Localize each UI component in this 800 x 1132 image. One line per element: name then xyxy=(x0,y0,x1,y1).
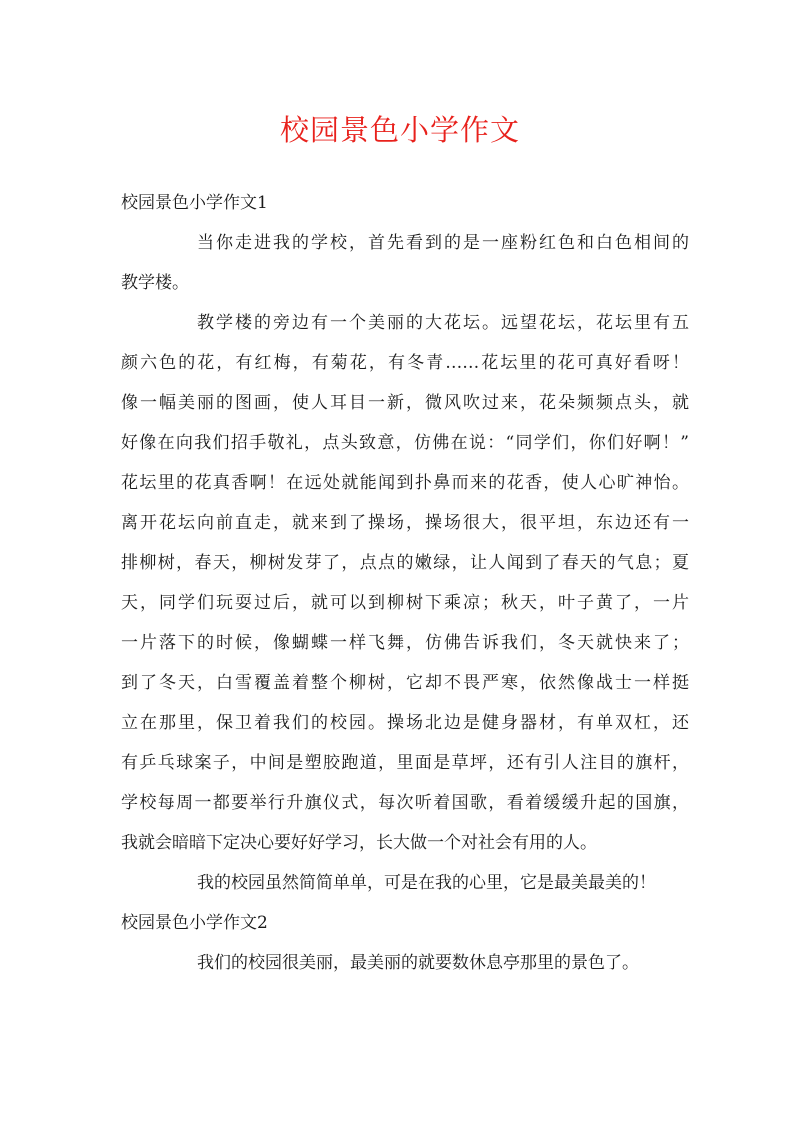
paragraph-line: 排柳树，春天，柳树发芽了，点点的嫩绿，让人闻到了春天的气息；夏 xyxy=(121,553,689,573)
paragraph-line: 天，同学们玩耍过后，就可以到柳树下乘凉；秋天，叶子黄了，一片 xyxy=(121,593,689,613)
paragraph-line: 当你走进我的学校，首先看到的是一座粉红色和白色相间的 xyxy=(197,233,689,253)
document-body xyxy=(121,183,689,983)
section-heading-2: 校园景色小学作文2 xyxy=(121,913,268,933)
paragraph-line: 我们的校园很美丽，最美丽的就要数休息亭那里的景色了。 xyxy=(197,953,639,973)
paragraph-line: 立在那里，保卫着我们的校园。操场北边是健身器材，有单双杠，还 xyxy=(121,713,689,733)
paragraph-line: 有乒乓球案子，中间是塑胶跑道，里面是草坪，还有引人注目的旗杆， xyxy=(121,753,689,773)
paragraph-line: 教学楼的旁边有一个美丽的大花坛。远望花坛，花坛里有五 xyxy=(197,313,689,333)
document-title: 校园景色小学作文 xyxy=(279,113,520,147)
paragraph-line: 教学楼。 xyxy=(121,273,189,293)
paragraph-line: 离开花坛向前直走，就来到了操场，操场很大，很平坦，东边还有一 xyxy=(121,513,689,533)
paragraph-line: 到了冬天，白雪覆盖着整个柳树，它却不畏严寒，依然像战士一样挺 xyxy=(121,673,689,693)
paragraph-line: 好像在向我们招手敬礼，点头致意，仿佛在说：“同学们，你们好啊！” xyxy=(121,433,689,453)
paragraph-line: 我就会暗暗下定决心要好好学习，长大做一个对社会有用的人。 xyxy=(121,833,597,853)
paragraph-line: 我的校园虽然简简单单，可是在我的心里，它是最美最美的！ xyxy=(197,873,656,893)
paragraph-line: 一片落下的时候，像蝴蝶一样飞舞，仿佛告诉我们，冬天就快来了； xyxy=(121,633,689,653)
paragraph-line: 颜六色的花，有红梅，有菊花，有冬青……花坛里的花可真好看呀！ xyxy=(121,353,689,373)
paragraph-line: 花坛里的花真香啊！在远处就能闻到扑鼻而来的花香，使人心旷神怡。 xyxy=(121,473,689,493)
paragraph-line: 学校每周一都要举行升旗仪式，每次听着国歌，看着缓缓升起的国旗， xyxy=(121,793,689,813)
paragraph-line: 像一幅美丽的图画，使人耳目一新，微风吹过来，花朵频频点头，就 xyxy=(121,393,689,413)
section-heading-1: 校园景色小学作文1 xyxy=(121,193,268,213)
